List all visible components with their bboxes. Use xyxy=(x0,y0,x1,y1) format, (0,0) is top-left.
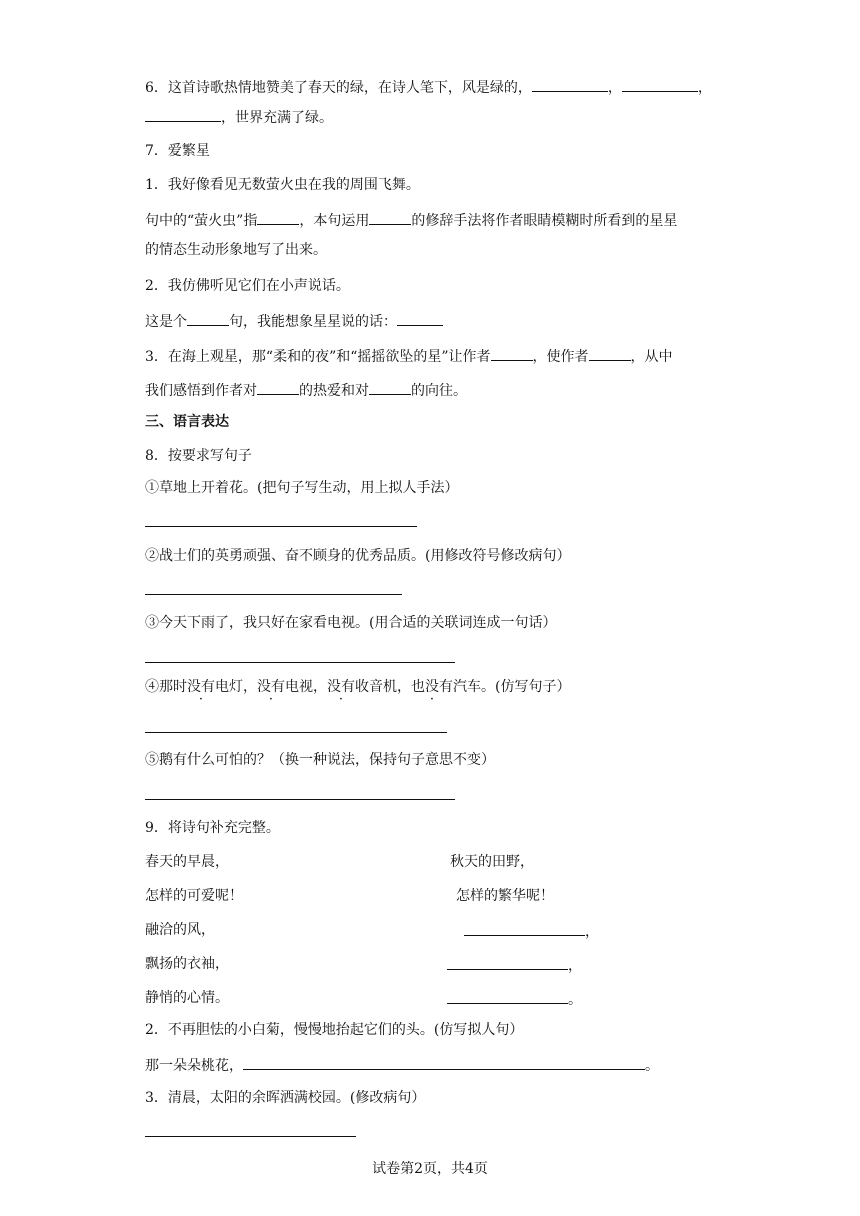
q9-title: 9．将诗句补充完整。 xyxy=(145,820,280,836)
q9-right-blank-line-1 xyxy=(464,920,599,942)
page-footer: 试卷第2页，共4页 xyxy=(372,1161,488,1177)
q8-answer-line-1[interactable] xyxy=(145,526,417,527)
text: 收音机， xyxy=(355,679,411,695)
q6-blank-3[interactable] xyxy=(145,106,221,122)
q9b-s2-answer xyxy=(145,1054,659,1076)
q9-right-blank-line-2 xyxy=(447,954,582,976)
q9-blank-1[interactable] xyxy=(464,920,585,936)
q7-blank-sentence-type[interactable] xyxy=(187,310,229,326)
text: 3．在海上观星，那“柔和的夜”和“摇摇欲坠的星”让作者 xyxy=(145,349,491,365)
q7-blank-s3-4[interactable] xyxy=(369,379,411,395)
q9-left-2: 怎样的可爱呢！ xyxy=(145,888,243,904)
q8-item-1: ①草地上开着花。(把句子写生动，用上拟人手法） xyxy=(145,480,459,496)
text: 电视， xyxy=(285,679,327,695)
q6-blank-1[interactable] xyxy=(532,76,608,92)
q7-title: 7．爱繁星 xyxy=(145,143,210,159)
q8-answer-line-3[interactable] xyxy=(145,662,455,663)
text: 这是个 xyxy=(145,314,187,330)
text: 的向往。 xyxy=(411,383,467,399)
q6-sep: ， xyxy=(607,80,622,96)
q9-left-5: 静悄的心情。 xyxy=(145,990,229,1006)
q7-s1: 1．我好像看见无数萤火虫在我的周围飞舞。 xyxy=(145,177,420,193)
text: 句中的“萤火虫”指 xyxy=(145,213,258,229)
q7-s2: 2．我仿佛听见它们在小声说话。 xyxy=(145,278,350,294)
q9b-s2: 2．不再胆怯的小白菊，慢慢地抬起它们的头。(仿写拟人句） xyxy=(145,1022,524,1038)
text: ，使作者 xyxy=(532,349,589,365)
q7-s1-answer xyxy=(145,209,677,231)
q9-right-1: 秋天的田野， xyxy=(450,854,534,870)
q7-blank-star-words[interactable] xyxy=(397,310,443,326)
q6-line1 xyxy=(145,76,712,98)
q7-s2-answer xyxy=(145,310,443,332)
text: 那一朵朵桃花， xyxy=(145,1058,243,1074)
text: 电灯， xyxy=(215,679,257,695)
q9b-blank-peach[interactable] xyxy=(243,1054,645,1070)
emphasis-word: 没有 xyxy=(187,679,215,695)
text: 句，我能想象星星说的话： xyxy=(229,314,397,330)
text: 我们感悟到作者对 xyxy=(145,383,257,399)
q6-line2 xyxy=(145,106,333,128)
q9-left-4: 飘扬的衣袖， xyxy=(145,956,229,972)
q6-tail: ，世界充满了绿。 xyxy=(221,110,333,126)
q9b-answer-line[interactable] xyxy=(145,1136,356,1137)
text: ④那时 xyxy=(145,679,187,695)
q8-item-5: ⑤鹅有什么可怕的？（换一种说法，保持句子意思不变） xyxy=(145,752,495,768)
text: 汽车。(仿写句子） xyxy=(453,679,571,695)
q9-left-1: 春天的早晨， xyxy=(145,854,229,870)
text: ，从中 xyxy=(630,349,673,365)
q9-blank-2[interactable] xyxy=(447,954,568,970)
q9-right-blank-line-3 xyxy=(447,988,582,1010)
q6-sep: ， xyxy=(697,80,712,96)
text: ， xyxy=(585,924,599,940)
q8-answer-line-2[interactable] xyxy=(145,594,402,595)
text: ， xyxy=(568,958,582,974)
emphasis-word: 也没有 xyxy=(411,679,453,695)
q8-answer-line-5[interactable] xyxy=(145,799,455,800)
q7-blank-s3-3[interactable] xyxy=(257,379,299,395)
q7-s3 xyxy=(145,345,673,367)
q6-text: 6．这首诗歌热情地赞美了春天的绿，在诗人笔下，风是绿的， xyxy=(145,80,532,96)
q7-blank-s3-2[interactable] xyxy=(589,345,631,361)
q9-right-2: 怎样的繁华呢！ xyxy=(456,888,554,904)
text: 。 xyxy=(568,992,582,1008)
q7-blank-rhetoric[interactable] xyxy=(369,209,411,225)
q7-s1-line2: 的情态生动形象地写了出来。 xyxy=(145,242,327,258)
text: 。 xyxy=(645,1058,659,1074)
q8-answer-line-4[interactable] xyxy=(145,732,447,733)
q6-blank-2[interactable] xyxy=(622,76,698,92)
q8-item-4 xyxy=(145,677,570,697)
text: 的热爱和对 xyxy=(299,383,369,399)
emphasis-word: 没有 xyxy=(257,679,285,695)
q8-item-2: ②战士们的英勇顽强、奋不顾身的优秀品质。(用修改符号修改病句） xyxy=(145,548,571,564)
q9-left-3: 融洽的风， xyxy=(145,922,215,938)
q7-blank-s3-1[interactable] xyxy=(491,345,533,361)
emphasis-word: 没有 xyxy=(327,679,355,695)
section-heading: 三、语言表达 xyxy=(145,414,229,430)
q8-title: 8．按要求写句子 xyxy=(145,448,252,464)
text: ，本句运用 xyxy=(299,213,370,229)
q9-blank-3[interactable] xyxy=(447,988,568,1004)
text: 的修辞手法将作者眼睛模糊时所看到的星星 xyxy=(411,213,678,229)
q7-blank-firefly[interactable] xyxy=(257,209,299,225)
q8-item-3: ③今天下雨了，我只好在家看电视。(用合适的关联词连成一句话） xyxy=(145,615,557,631)
q9b-s3: 3．清晨，太阳的余晖洒满校园。(修改病句） xyxy=(145,1090,426,1106)
q7-s3-line2 xyxy=(145,379,467,401)
